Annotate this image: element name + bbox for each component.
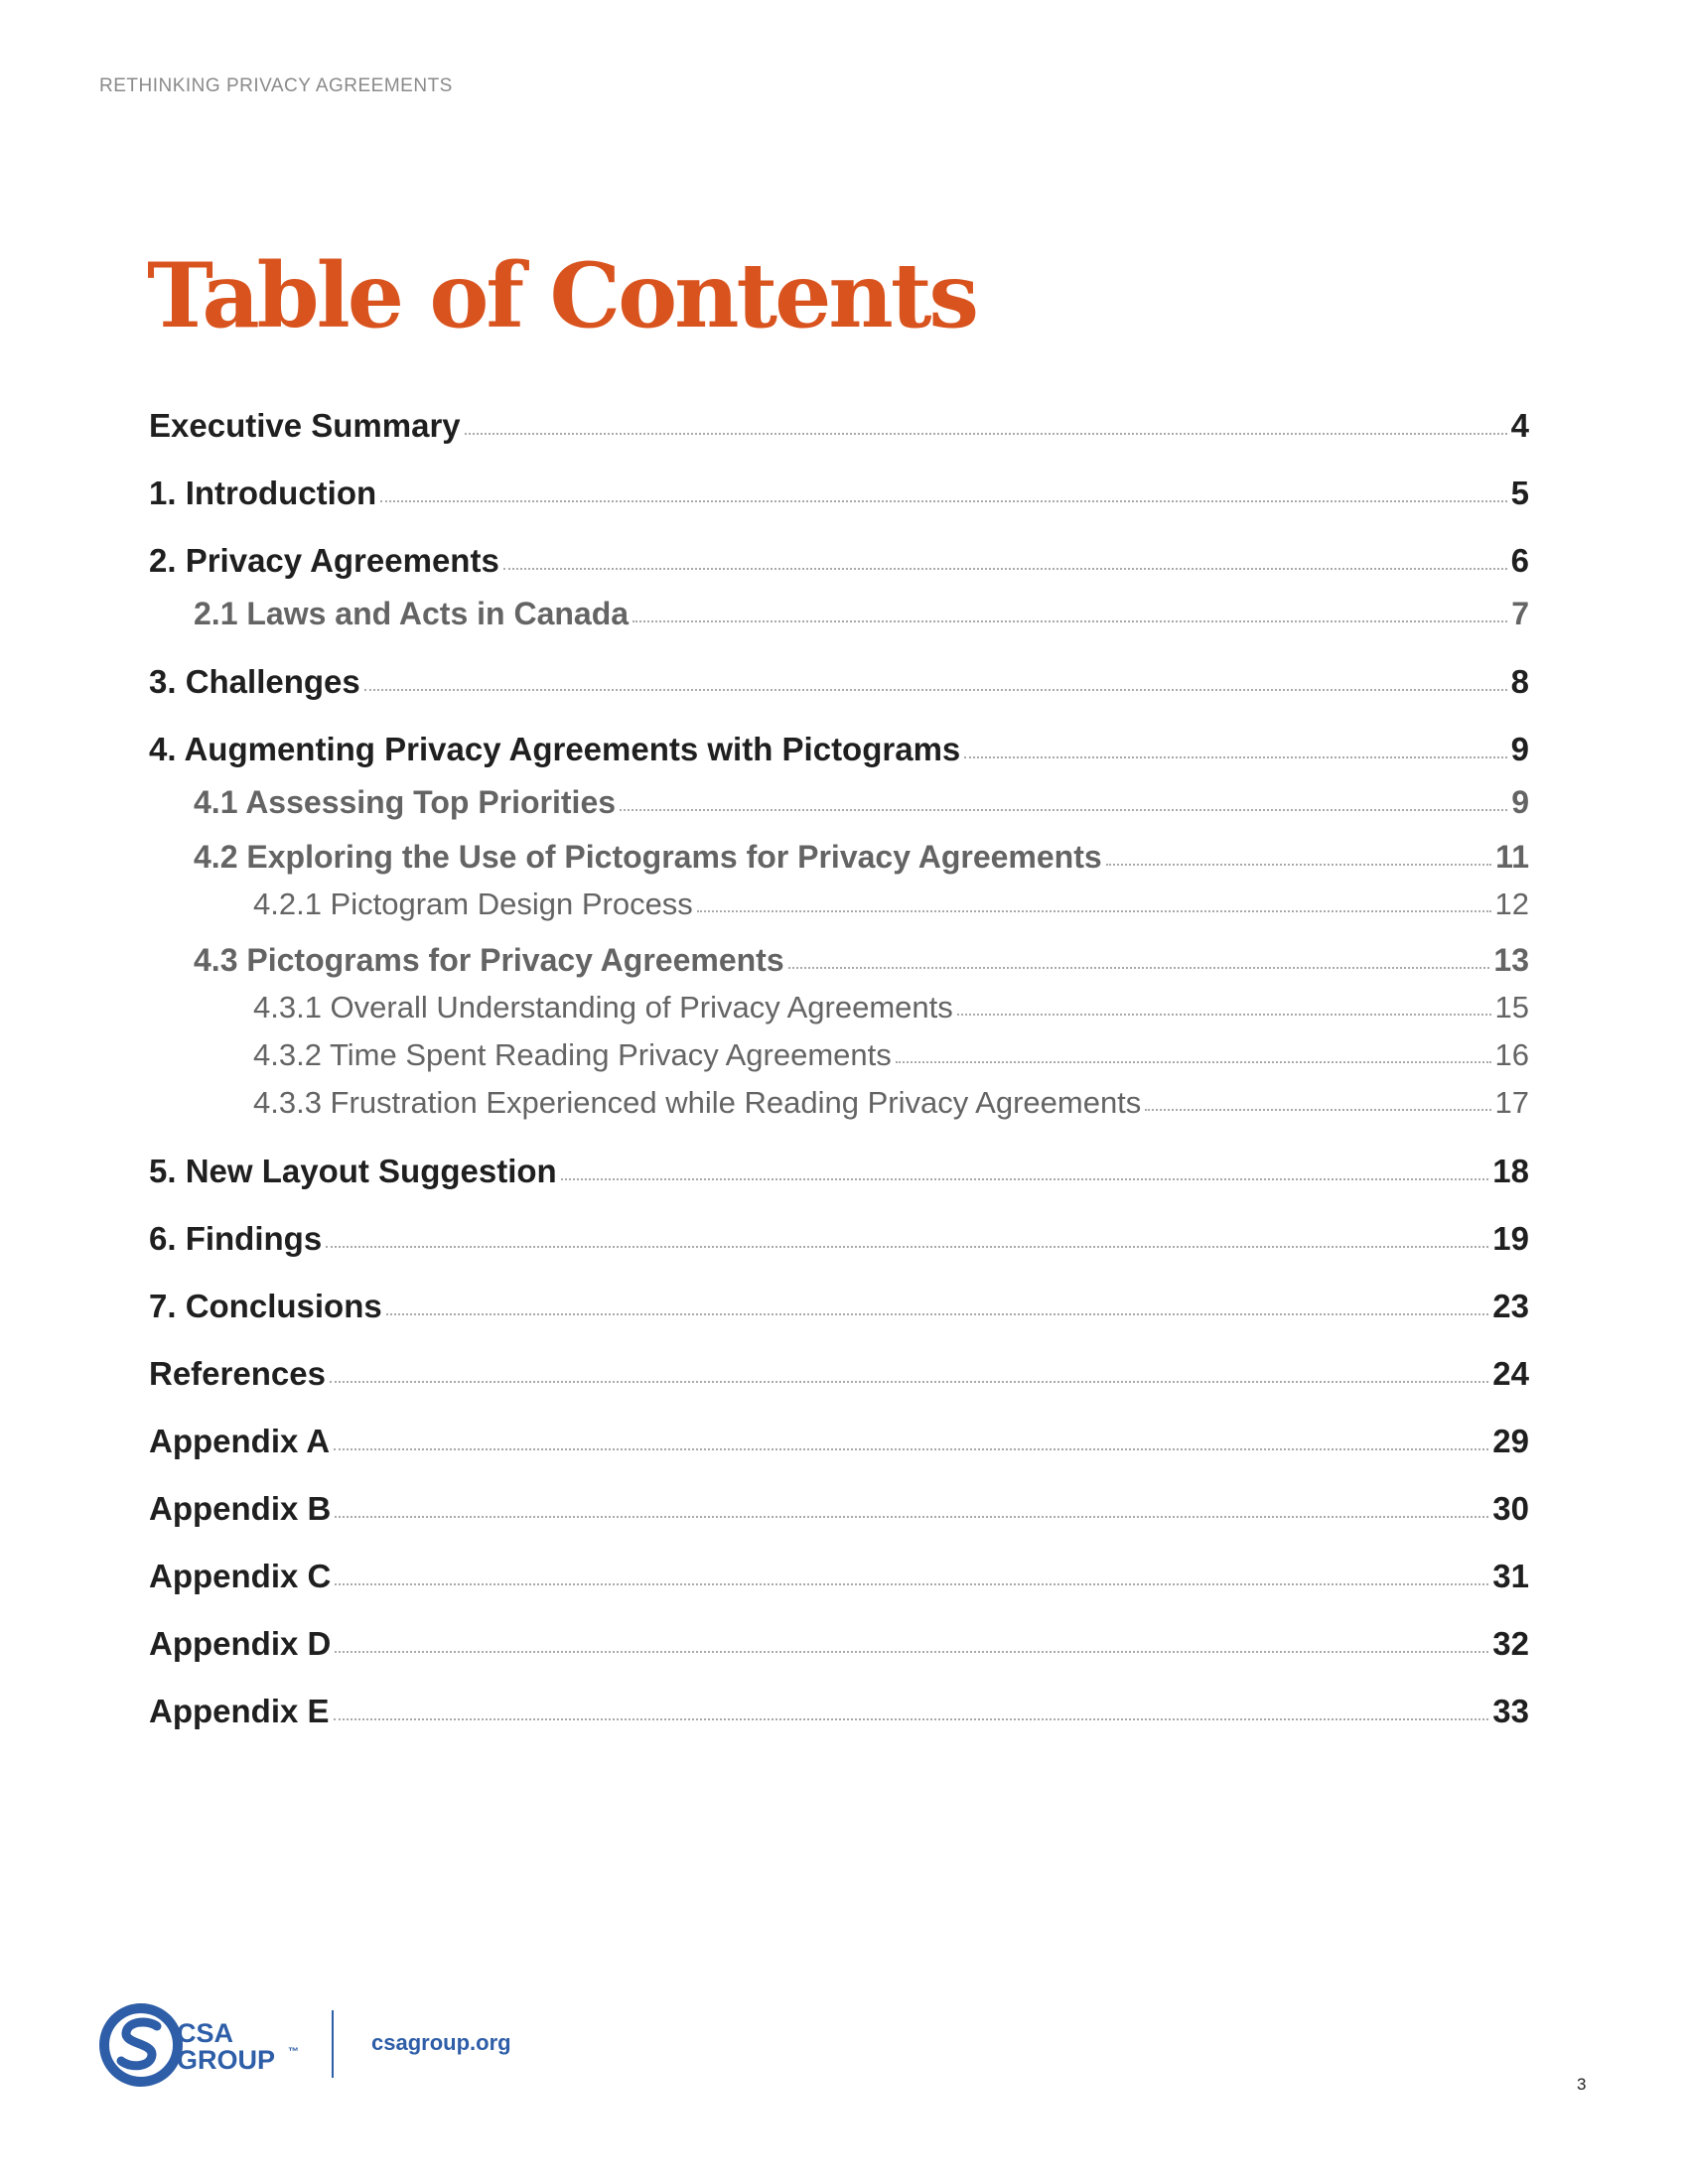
toc-dot-leader bbox=[330, 1381, 1488, 1383]
toc-entry-page-number: 4 bbox=[1510, 407, 1529, 444]
toc-entry-label: 4.2 Exploring the Use of Pictograms for Privacy Agreements bbox=[194, 839, 1102, 875]
toc-entry-page-number: 32 bbox=[1492, 1625, 1529, 1662]
toc-entry-label: Appendix C bbox=[149, 1558, 332, 1594]
toc-entry-label: Appendix B bbox=[149, 1490, 332, 1527]
toc-entry-label: 2.1 Laws and Acts in Canada bbox=[194, 596, 630, 631]
toc-entry-label: 3. Challenges bbox=[149, 663, 360, 700]
toc-entry[interactable] bbox=[149, 839, 1529, 876]
toc-entry[interactable] bbox=[149, 1693, 1529, 1730]
running-header: RETHINKING PRIVACY AGREEMENTS bbox=[99, 75, 453, 96]
toc-entry-label: 4.3 Pictograms for Privacy Agreements bbox=[194, 942, 784, 978]
toc-entry[interactable] bbox=[149, 475, 1529, 512]
toc-entry[interactable] bbox=[149, 1423, 1529, 1460]
toc-dot-leader bbox=[364, 689, 1507, 691]
toc-dot-leader bbox=[964, 756, 1506, 758]
toc-entry-page-number: 8 bbox=[1510, 663, 1529, 700]
toc-dot-leader bbox=[561, 1178, 1489, 1180]
toc-entry-page-number: 11 bbox=[1495, 839, 1529, 875]
toc-entry-page-number: 31 bbox=[1492, 1558, 1529, 1594]
logo-line1: CSA bbox=[177, 2018, 234, 2048]
toc-dot-leader bbox=[697, 910, 1491, 912]
toc-entry-page-number: 33 bbox=[1492, 1693, 1529, 1729]
toc-entry-label: 4.3.3 Frustration Experienced while Reading Privacy Agreements bbox=[253, 1085, 1142, 1120]
toc-dot-leader bbox=[620, 809, 1507, 811]
toc-dot-leader bbox=[503, 568, 1507, 570]
toc-entry-page-number: 30 bbox=[1492, 1490, 1529, 1527]
toc-entry-page-number: 9 bbox=[1511, 784, 1529, 820]
toc-entry-page-number: 9 bbox=[1510, 731, 1529, 767]
toc-entry[interactable] bbox=[149, 1153, 1529, 1190]
footer-divider bbox=[332, 2010, 334, 2078]
toc-entry[interactable] bbox=[149, 990, 1529, 1025]
toc-entry[interactable] bbox=[149, 1085, 1529, 1121]
toc-entry[interactable] bbox=[149, 1220, 1529, 1258]
toc-entry-label: 5. New Layout Suggestion bbox=[149, 1153, 557, 1189]
toc-entry[interactable] bbox=[149, 1288, 1529, 1325]
toc-entry-label: Appendix D bbox=[149, 1625, 332, 1662]
toc-dot-leader bbox=[334, 1448, 1488, 1450]
toc-entry-page-number: 12 bbox=[1494, 887, 1529, 921]
toc-dot-leader bbox=[957, 1014, 1491, 1016]
toc-dot-leader bbox=[335, 1651, 1488, 1653]
toc-entry[interactable] bbox=[149, 784, 1529, 821]
toc-entry-label: Executive Summary bbox=[149, 407, 461, 444]
toc-entry-page-number: 23 bbox=[1492, 1288, 1529, 1324]
toc-dot-leader bbox=[386, 1313, 1489, 1315]
toc-entry-page-number: 24 bbox=[1492, 1355, 1529, 1392]
toc-entry-page-number: 15 bbox=[1494, 990, 1529, 1024]
toc-entry-label: 1. Introduction bbox=[149, 475, 377, 511]
toc-dot-leader bbox=[335, 1516, 1488, 1518]
toc-entry[interactable] bbox=[149, 542, 1529, 580]
logo-trademark: ™ bbox=[288, 2046, 299, 2058]
toc-entry-label: 4.3.1 Overall Understanding of Privacy Agreements bbox=[253, 990, 953, 1024]
toc-entry-label: References bbox=[149, 1355, 326, 1392]
toc-dot-leader bbox=[633, 620, 1507, 622]
toc-entry-page-number: 17 bbox=[1494, 1085, 1529, 1120]
toc-entry-page-number: 6 bbox=[1510, 542, 1529, 579]
toc-entry[interactable] bbox=[149, 596, 1529, 632]
toc-dot-leader bbox=[380, 500, 1506, 502]
toc-entry[interactable] bbox=[149, 731, 1529, 768]
toc-entry[interactable] bbox=[149, 663, 1529, 701]
toc-entry-page-number: 7 bbox=[1511, 596, 1529, 631]
toc-entry-label: 4.1 Assessing Top Priorities bbox=[194, 784, 617, 820]
toc-entry[interactable] bbox=[149, 887, 1529, 922]
toc-dot-leader bbox=[1145, 1109, 1490, 1111]
toc-dot-leader bbox=[334, 1718, 1489, 1720]
toc-entry-page-number: 19 bbox=[1492, 1220, 1529, 1257]
toc-entry-page-number: 18 bbox=[1492, 1153, 1529, 1189]
page-title: Table of Contents bbox=[147, 243, 977, 348]
toc-dot-leader bbox=[788, 967, 1490, 969]
toc-dot-leader bbox=[896, 1061, 1491, 1063]
csa-group-logo bbox=[95, 1995, 344, 2095]
toc-entry-label: 4.3.2 Time Spent Reading Privacy Agreements bbox=[253, 1037, 892, 1072]
toc-entry[interactable] bbox=[149, 407, 1529, 445]
toc-entry[interactable] bbox=[149, 1558, 1529, 1595]
toc-entry-page-number: 13 bbox=[1493, 942, 1529, 978]
toc-entry[interactable] bbox=[149, 1490, 1529, 1528]
toc-entry-label: Appendix A bbox=[149, 1423, 331, 1459]
toc-dot-leader bbox=[326, 1246, 1488, 1248]
toc-entry-label: 2. Privacy Agreements bbox=[149, 542, 499, 579]
toc-entry[interactable] bbox=[149, 1625, 1529, 1663]
page-number: 3 bbox=[1577, 2075, 1587, 2094]
toc-entry-label: 4.2.1 Pictogram Design Process bbox=[253, 887, 693, 921]
toc-entry-page-number: 16 bbox=[1494, 1037, 1529, 1072]
footer-url-link[interactable]: csagroup.org bbox=[371, 2030, 511, 2055]
toc-entry-label: 7. Conclusions bbox=[149, 1288, 382, 1324]
toc-dot-leader bbox=[1106, 864, 1492, 866]
toc-entry-page-number: 29 bbox=[1492, 1423, 1529, 1459]
toc-entry[interactable] bbox=[149, 942, 1529, 979]
toc-entry[interactable] bbox=[149, 1037, 1529, 1073]
toc-dot-leader bbox=[465, 433, 1507, 435]
toc-entry[interactable] bbox=[149, 1355, 1529, 1393]
logo-line2: GROUP bbox=[177, 2045, 276, 2075]
toc-dot-leader bbox=[335, 1583, 1488, 1585]
toc-entry-label: 4. Augmenting Privacy Agreements with Pictograms bbox=[149, 731, 961, 767]
toc-entry-label: 6. Findings bbox=[149, 1220, 323, 1257]
toc-entry-label: Appendix E bbox=[149, 1693, 330, 1729]
toc-entry-page-number: 5 bbox=[1510, 475, 1529, 511]
